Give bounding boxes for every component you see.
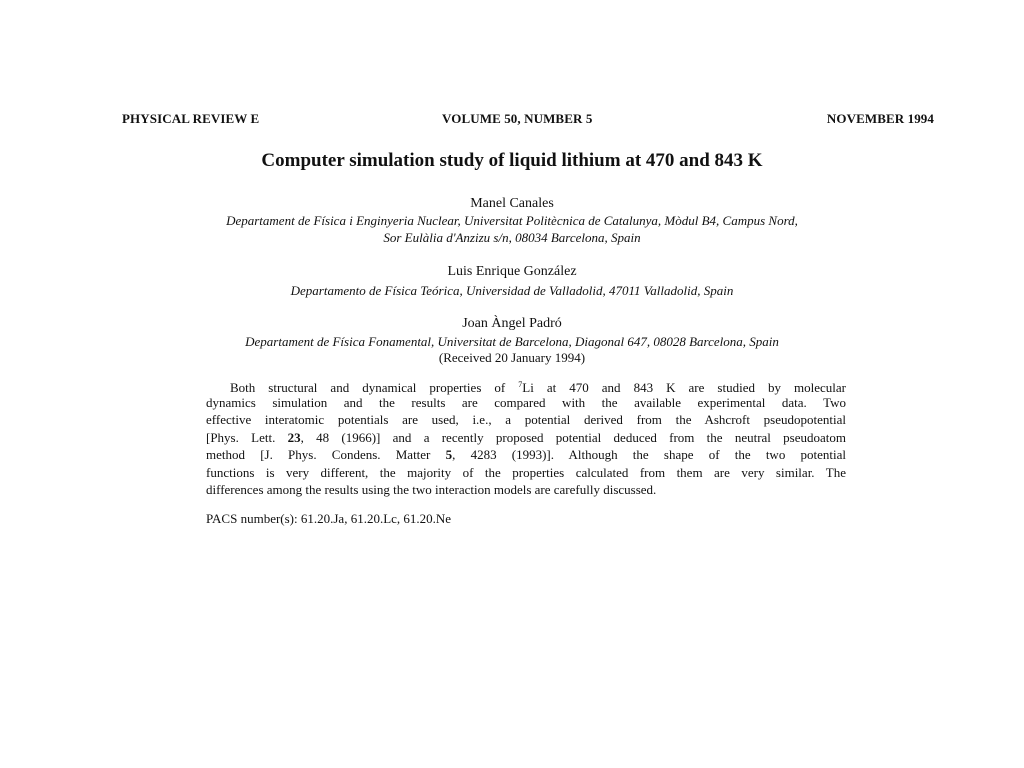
abstract-text: , 4283 (1993)]. Although the shape of the two potential — [452, 447, 847, 462]
journal-header — [122, 111, 934, 129]
abstract-line — [206, 429, 846, 447]
abstract-text: [Phys. Lett. — [206, 429, 276, 445]
author-name: Luis Enrique González — [447, 264, 577, 279]
abstract — [206, 376, 846, 499]
author-affiliation: Departament de Física i Enginyeria Nuclear, Universitat Politècnica de Catalunya, Mòdul B4, Campus Nord, — [226, 213, 798, 228]
isotope-superscript: 7 — [518, 380, 523, 389]
abstract-line — [206, 446, 846, 464]
author-affiliation: Departamento de Física Teórica, Universidad de Valladolid, 47011 Valladolid, Spain — [290, 283, 734, 298]
author-name: Joan Àngel Padró — [462, 316, 562, 331]
journal-name: PHYSICAL REVIEW E — [122, 111, 260, 126]
author-name: Manel Canales — [470, 196, 554, 211]
author-affiliation: Departament de Física Fonamental, Universitat de Barcelona, Diagonal 647, 08028 Barcelona, Spain — [245, 334, 779, 349]
abstract-text: method [J. Phys. Condens. Matter — [206, 447, 431, 462]
pacs-numbers: PACS number(s): 61.20.Ja, 61.20.Lc, 61.20.Ne — [206, 511, 452, 526]
paper-title: Computer simulation study of liquid lithium at 470 and 843 K — [261, 150, 763, 171]
author-affiliation: Sor Eulàlia d'Anzizu s/n, 08034 Barcelona, Spain — [383, 230, 641, 245]
abstract-text: Both structural and dynamical properties of — [230, 380, 506, 395]
abstract-text: , 48 (1966)] and a recently proposed potential deduced from the neutral pseudoatom — [300, 429, 847, 445]
abstract-line: effective interatomic potentials are used, i.e., a potential derived from the Ashcroft pseudopotential — [206, 412, 846, 427]
received-date: (Received 20 January 1994) — [438, 350, 586, 365]
volume-bold: 23 — [287, 429, 301, 445]
abstract-line — [206, 376, 846, 394]
abstract-text: Li at 470 and 843 K are studied by molecular — [522, 380, 846, 395]
abstract-line: functions is very different, the majority of the properties calculated from them are very similar. The — [206, 464, 846, 480]
abstract-line: dynamics simulation and the results are compared with the available experimental data. Two — [206, 394, 846, 410]
issue-date: NOVEMBER 1994 — [826, 111, 934, 126]
volume-bold: 5 — [445, 447, 453, 462]
volume-number: VOLUME 50, NUMBER 5 — [442, 111, 593, 126]
abstract-line: differences among the results using the two interaction models are carefully discussed. — [206, 482, 657, 497]
